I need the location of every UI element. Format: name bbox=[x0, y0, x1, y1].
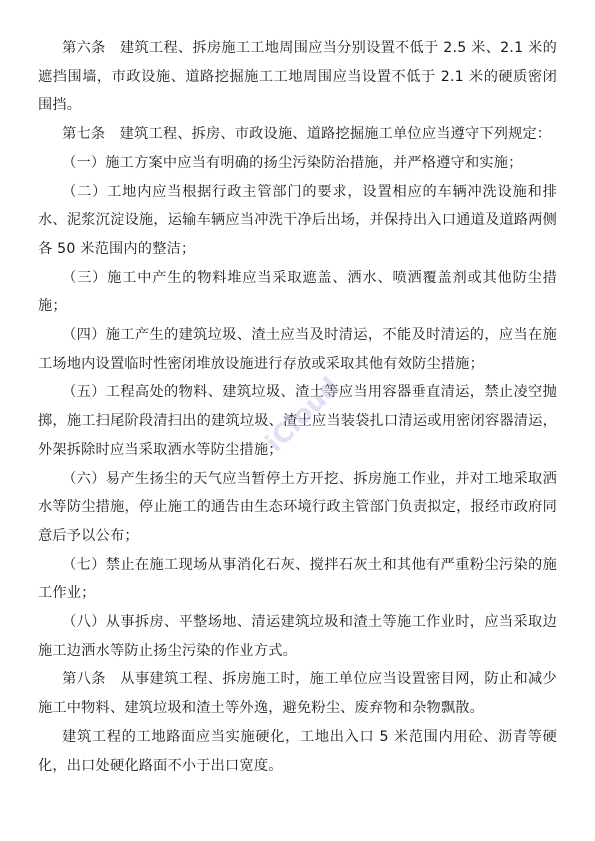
paragraph-item-5: （五）工程高处的物料、建筑垃圾、渣土等应当用容器垂直清运，禁止凌空抛掷，施工扫尾阶段清扫出的建筑垃圾、渣土应当装袋扎口清运或用密闭容器清运，外架拆除时应当采取洒水等防尘措施； bbox=[38, 384, 557, 458]
watermark: iCloud bbox=[259, 371, 347, 459]
paragraph-article-6: 第六条 建筑工程、拆房施工工地周围应当分别设置不低于 2.5 米、2.1 米的遮挡围墙，市政设施、道路挖掘施工工地周围应当设置不低于 2.1 米的硬质密闭围挡。 bbox=[38, 40, 557, 114]
paragraph-item-3: （三）施工中产生的物料堆应当采取遮盖、洒水、喷洒覆盖剂或其他防尘措施； bbox=[38, 269, 557, 315]
paragraph-item-6: （六）易产生扬尘的天气应当暂停土方开挖、拆房施工作业，并对工地采取洒水等防尘措施，停止施工的通告由生态环境行政主管部门负责拟定，报经市政府同意后予以公布； bbox=[38, 470, 557, 544]
paragraph-item-2: （二）工地内应当根据行政主管部门的要求，设置相应的车辆冲洗设施和排水、泥浆沉淀设施，运输车辆应当冲洗干净后出场，并保持出入口通道及道路两侧各 50 米范围内的整洁； bbox=[38, 183, 557, 257]
paragraph-paving: 建筑工程的工地路面应当实施硬化，工地出入口 5 米范围内用砼、沥青等硬化，出口处硬化路面不小于出口宽度。 bbox=[38, 728, 557, 774]
paragraph-article-8: 第八条 从事建筑工程、拆房施工时，施工单位应当设置密目网，防止和减少施工中物料、建筑垃圾和渣土等外逸，避免粉尘、废弃物和杂物飘散。 bbox=[38, 671, 557, 717]
paragraph-item-1: （一）施工方案中应当有明确的扬尘污染防治措施，并严格遵守和实施； bbox=[62, 154, 523, 171]
paragraph-article-7: 第七条 建筑工程、拆房、市政设施、道路挖掘施工单位应当遵守下列规定： bbox=[62, 126, 552, 143]
paragraph-item-7: （七）禁止在施工现场从事消化石灰、搅拌石灰土和其他有严重粉尘污染的施工作业； bbox=[38, 556, 557, 602]
paragraph-item-8: （八）从事拆房、平整场地、清运建筑垃圾和渣土等施工作业时，应当采取边施工边洒水等防止扬尘污染的作业方式。 bbox=[38, 614, 557, 659]
paragraph-item-4: （四）施工产生的建筑垃圾、渣土应当及时清运，不能及时清运的，应当在施工场地内设置临时性密闭堆放设施进行存放或采取其他有效防尘措施； bbox=[38, 327, 557, 372]
